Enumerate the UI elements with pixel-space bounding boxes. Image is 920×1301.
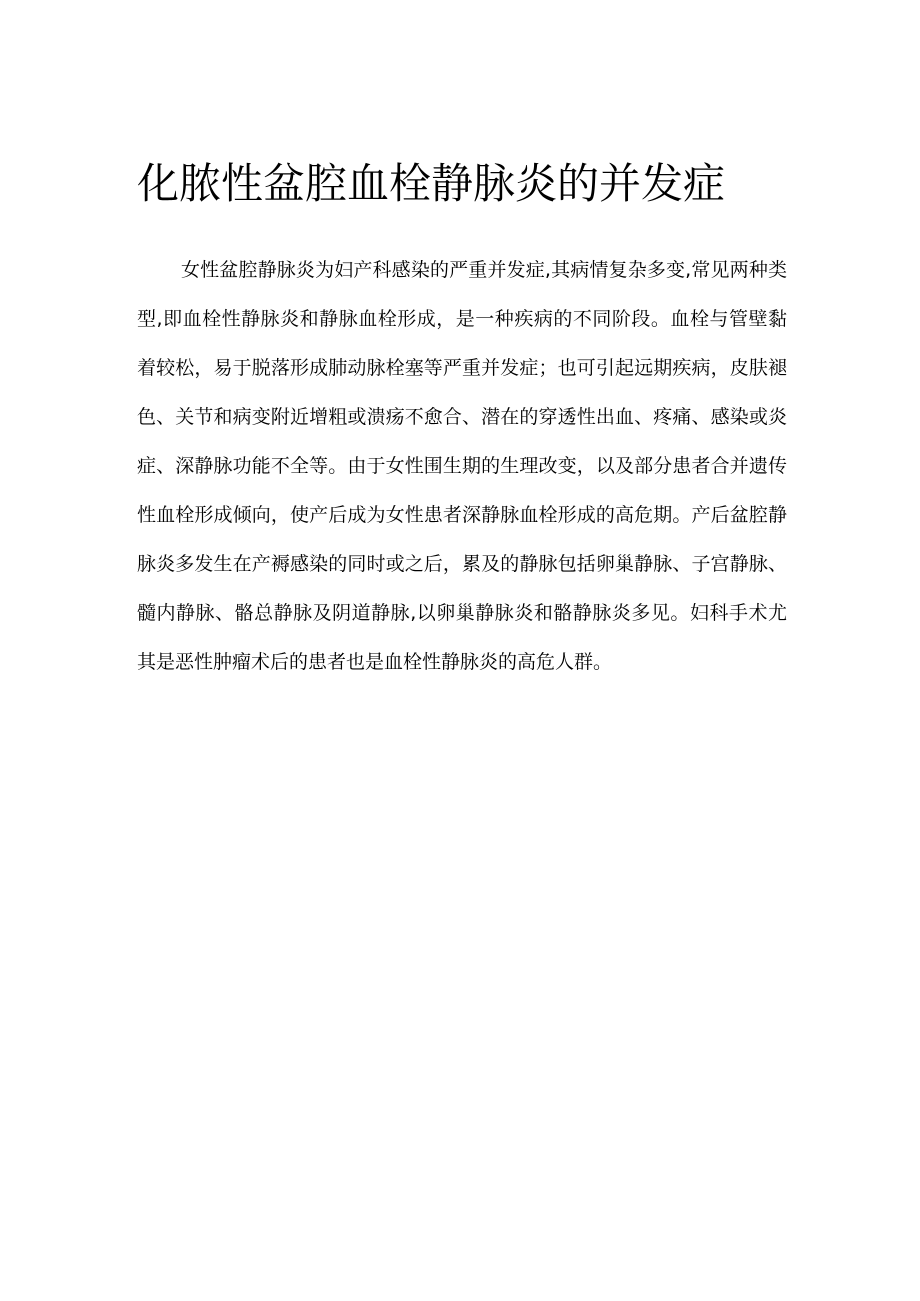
body-paragraph: 女性盆腔静脉炎为妇产科感染的严重并发症,其病情复杂多变,常见两种类型,即血栓性静脉炎和静脉血栓形成，是一种疾病的不同阶段。血栓与管壁黏着较松，易于脱落形成肺动脉栓塞等严重并发症；也可引起远期疾病，皮肤褪色、关节和病变附近增粗或溃疡不愈合、潜在的穿透性出血、疼痛、感染或炎症、深静脉功能不全等。由于女性围生期的生理改变，以及部分患者合并遗传性血栓形成倾向，使产后成为女性患者深静脉血栓形成的高危期。产后盆腔静脉炎多发生在产褥感染的同时或之后，累及的静脉包括卵巢静脉、子宫静脉、髓内静脉、骼总静脉及阴道静脉,以卵巢静脉炎和骼静脉炎多见。妇科手术尤其是恶性肿瘤术后的患者也是血栓性静脉炎的高危人群。 [137, 259, 787, 673]
document-title: 化脓性盆腔血栓静脉炎的并发症 [137, 159, 726, 208]
